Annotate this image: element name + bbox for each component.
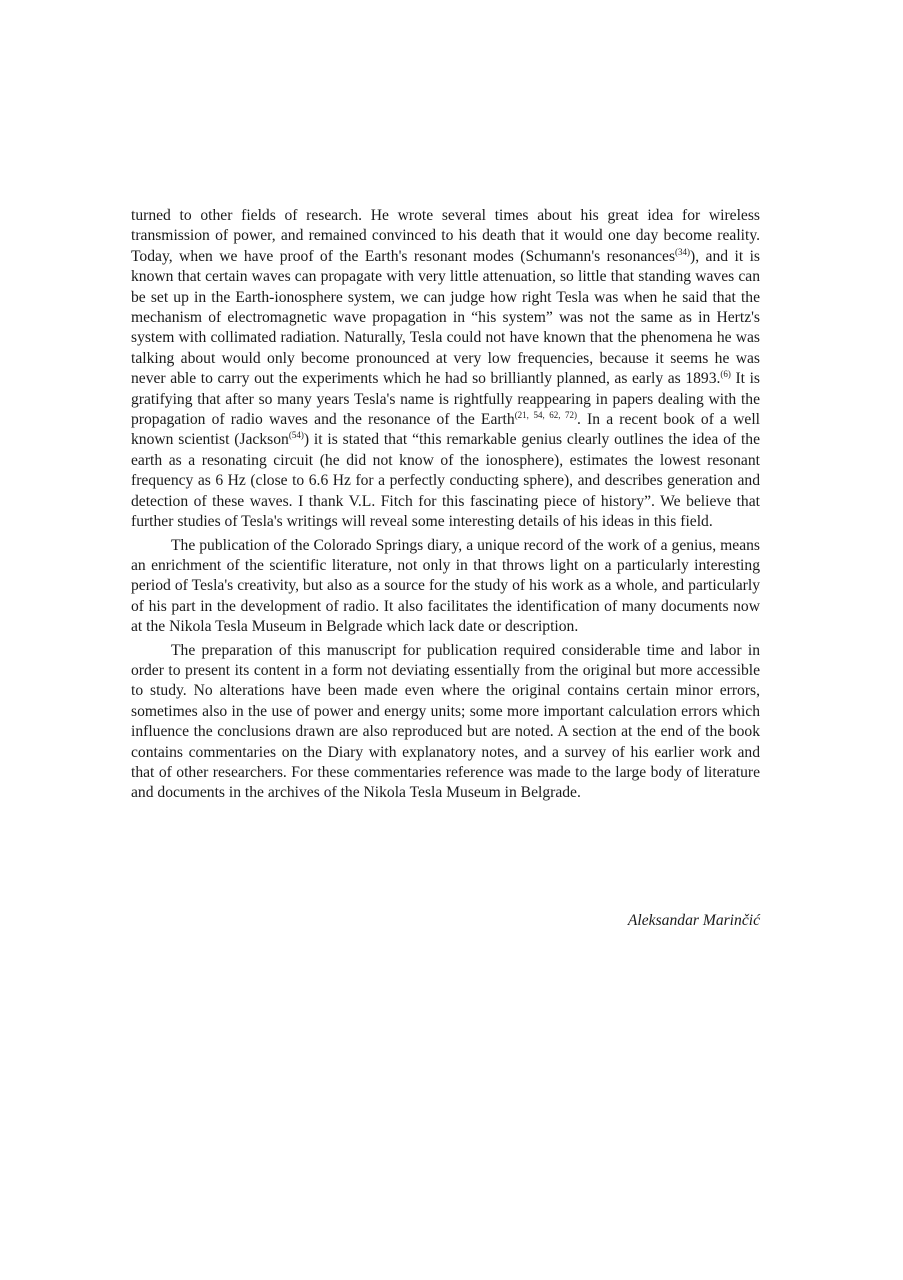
paragraph-2 [131, 536, 760, 638]
citation-ref: (54) [288, 430, 304, 441]
p1-text-1: turned to other fields of research. He wrote several times about his great idea for wireless transmission of power, and remained convinced to his death that it would one day become reality. Today, when we have proof of the Earth's resonant modes (Schumann's resonances [131, 207, 760, 265]
p3-text: The preparation of this manuscript for publication required considerable time and labor in order to present its content in a form not deviating essentially from the original but more accessible to study. No alterations have been made even where the original contains certain minor errors, sometimes also in the use of power and energy units; some more important calculation errors which influence the conclusions drawn are also reproduced but are noted. A section at the end of the book contains commentaries on the Diary with explanatory notes, and a survey of his earlier work and that of other researchers. For these commentaries reference was made to the large body of literature and documents in the archives of the Nikola Tesla Museum in Belgrade. [131, 641, 760, 802]
p1-text-5: ) it is stated that “this remarkable genius clearly outlines the idea of the earth as a resonating circuit (he did not know of the ionosphere), estimates the lowest resonant frequency as 6 Hz (close to 6.6 Hz for a perfectly conducting sphere), and describes generation and detection of these waves. I thank V.L. Fitch for this fascinating piece of history”. We believe that further studies of Tesla's writings will reveal some interesting details of his ideas in this field. [131, 431, 761, 531]
p1-text-2: ), and it is known that certain waves can propagate with very little attenuation, so little that standing waves can be set up in the Earth-ionosphere system, we can judge how right Tesla was when he said that the mechanism of electromagnetic wave propagation in “his system” was not the same as in Hertz's system with collimated radiation. Naturally, Tesla could not have known that the phenomena he was talking about would only become pronounced at very low frequencies, because it seems he was never able to carry out the experiments which he had so brilliantly planned, as early as 1893. [131, 247, 760, 388]
paragraph-1 [131, 206, 760, 533]
p1-text-3: It is gratifying that after so many years Tesla's name is rightfully reappearing in papers dealing with the propagation of radio waves and the resonance of the Earth [131, 370, 760, 429]
p2-text: The publication of the Colorado Springs diary, a unique record of the work of a genius, means an enrichment of the scientific literature, not only in that throws light on a particularly interesting period of Tesla's creativity, but also as a source for the study of his work as a whole, and particularly of his part in the development of radio. It also facilitates the identification of many documents now at the Nikola Tesla Museum in Belgrade which lack date or description. [131, 536, 760, 636]
p1-text-4: . In a recent book of a well known scientist (Jackson [131, 411, 760, 449]
paragraph-3 [131, 641, 760, 804]
citation-ref: (21, 54, 62, 72) [514, 410, 577, 421]
citation-ref: (34) [675, 246, 691, 257]
body-text [131, 206, 760, 807]
citation-ref: (6) [720, 369, 731, 380]
author-signature: Aleksandar Marinčić [627, 912, 760, 929]
